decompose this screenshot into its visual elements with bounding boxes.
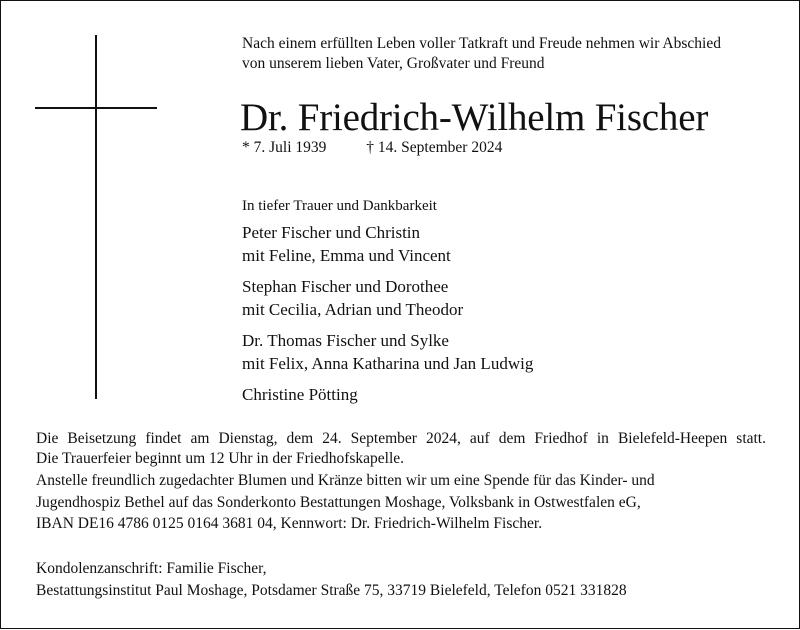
donation-line: IBAN DE16 4786 0125 0164 3681 04, Kennwort: Dr. Friedrich-Wilhelm Fischer. <box>36 515 543 532</box>
condolence-line: Bestattungsinstitut Paul Moshage, Potsdamer Straße 75, 33719 Bielefeld, Telefon 0521 331828 <box>36 581 627 599</box>
condolence-line: Kondolenzanschrift: Familie Fischer, <box>36 560 267 577</box>
mourner-group <box>242 275 533 321</box>
funeral-line: Die Trauerfeier beginnt um 12 Uhr in der Friedhofskapelle. <box>36 450 405 467</box>
intro-line: Nach einem erfüllten Leben voller Tatkraft und Freude nehmen wir Abschied <box>242 35 721 52</box>
life-dates <box>242 138 502 158</box>
mourner-line: mit Cecilia, Adrian und Theodor <box>242 300 464 319</box>
intro-line: von unserem lieben Vater, Großvater und Freund <box>242 55 545 72</box>
deceased-name: Dr. Friedrich-Wilhelm Fischer <box>240 96 709 139</box>
mourner-group <box>242 329 533 375</box>
donation-line: Jugendhospiz Bethel auf das Sonderkonto Bestattungen Moshage, Volksbank in Ostwestfalen eG, <box>36 493 641 511</box>
death-date: † 14. September 2024 <box>366 139 503 156</box>
mourner-line: Stephan Fischer und Dorothee <box>242 277 449 296</box>
mourner-line: mit Felix, Anna Katharina und Jan Ludwig <box>242 354 534 373</box>
donation-info <box>36 470 655 535</box>
funeral-info <box>36 429 766 469</box>
mourner-group <box>242 383 533 406</box>
mourner-line: mit Feline, Emma und Vincent <box>242 246 451 265</box>
intro-text <box>242 34 721 74</box>
condolence-address <box>36 558 627 601</box>
mourners-intro: In tiefer Trauer und Dankbarkeit <box>242 198 437 214</box>
mourner-line: Dr. Thomas Fischer und Sylke <box>242 331 449 350</box>
mourners-list <box>242 221 533 414</box>
mourner-line: Christine Pötting <box>242 385 358 404</box>
mourner-group <box>242 221 533 267</box>
funeral-line: Die Beisetzung findet am Dienstag, dem 24. September 2024, auf dem Friedhof in Bielefeld-Heepen statt. <box>36 430 766 447</box>
mourner-line: Peter Fischer und Christin <box>242 223 421 242</box>
birth-date: * 7. Juli 1939 <box>242 139 327 156</box>
donation-line: Anstelle freundlich zugedachter Blumen und Kränze bitten wir um eine Spende für das Kinder- und <box>36 472 655 489</box>
